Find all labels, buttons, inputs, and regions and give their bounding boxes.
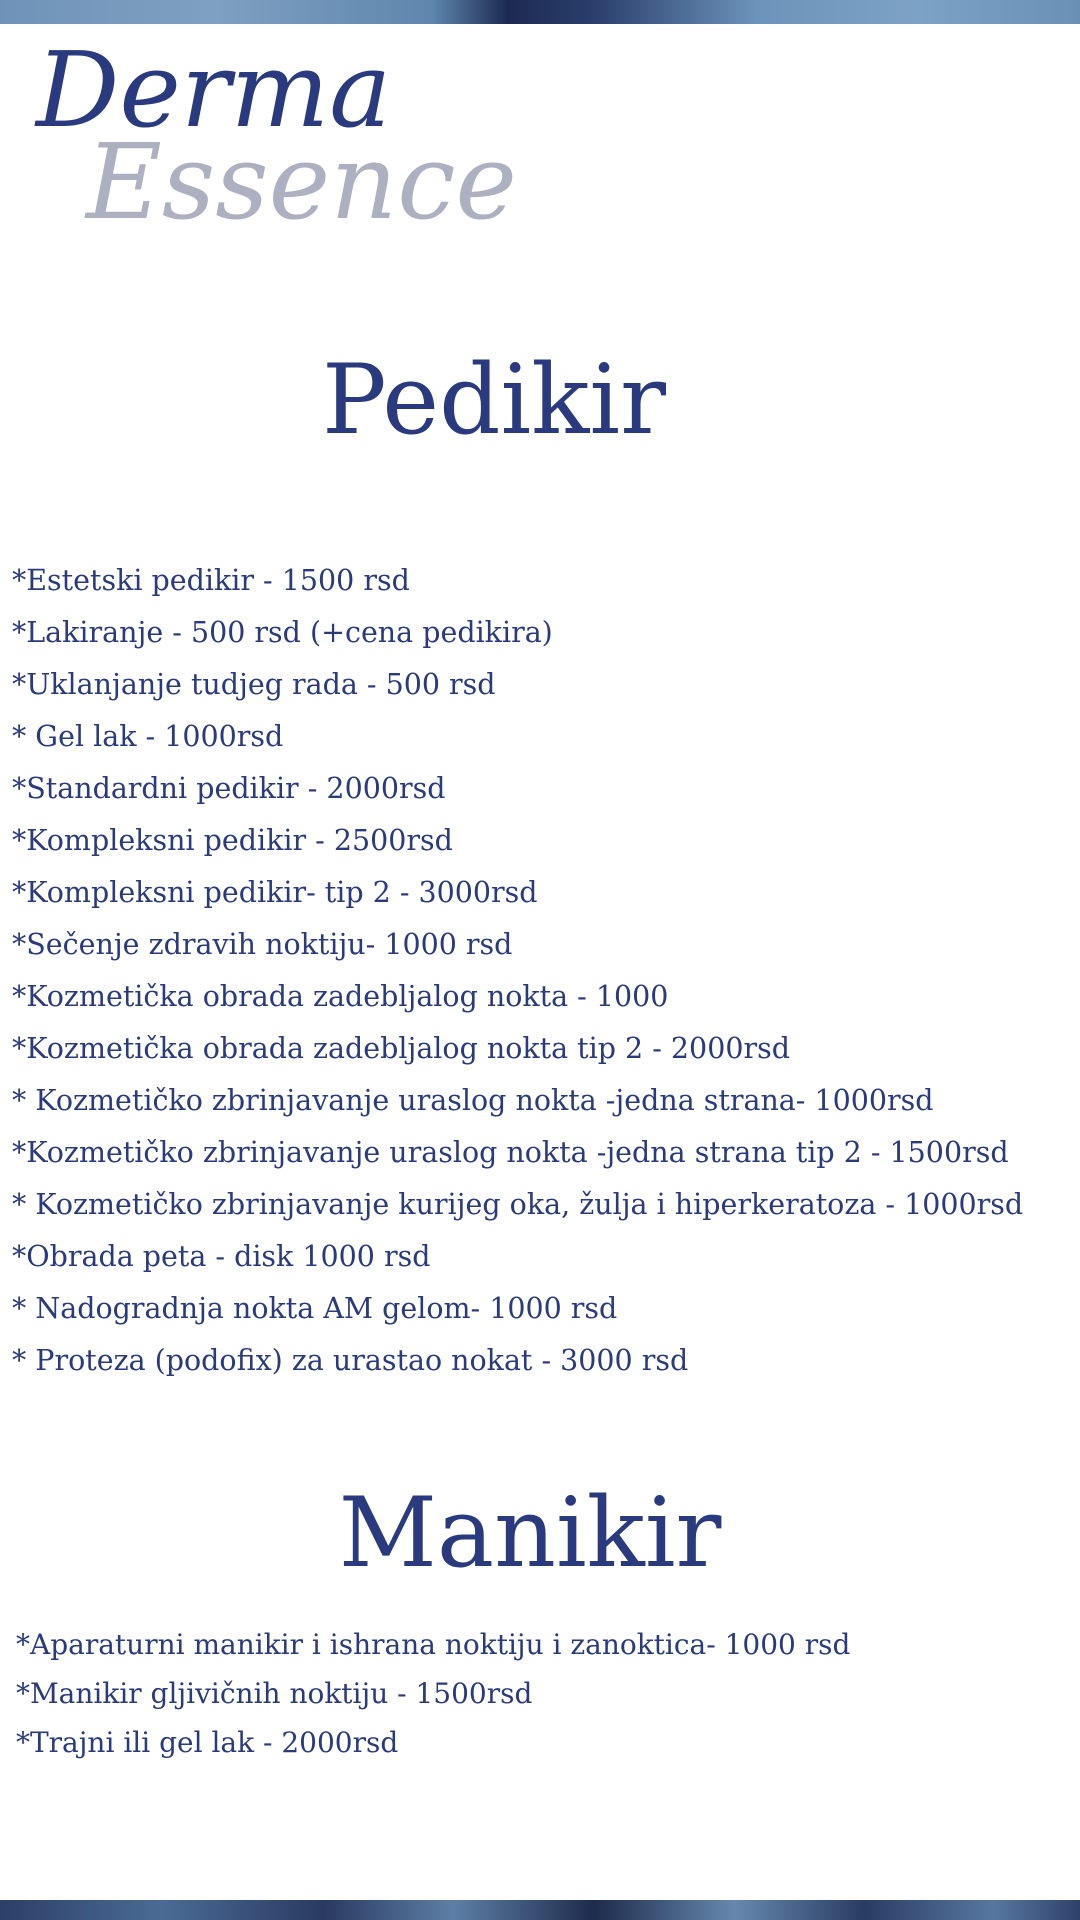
manikir-price-list — [16, 1620, 850, 1767]
list-item: *Kozmetička obrada zadebljalog nokta tip 2 - 2000rsd — [12, 1032, 790, 1065]
list-item: * Kozmetičko zbrinjavanje kurijeg oka, žulja i hiperkeratoza - 1000rsd — [12, 1188, 1024, 1221]
manikir-title: Manikir — [338, 1477, 722, 1589]
list-item: *Kozmetičko zbrinjavanje uraslog nokta -jedna strana tip 2 - 1500rsd — [12, 1136, 1009, 1169]
list-item: *Standardni pedikir - 2000rsd — [12, 772, 446, 805]
pedikir-price-list — [12, 555, 1023, 1387]
list-item: * Kozmetičko zbrinjavanje uraslog nokta -jedna strana- 1000rsd — [12, 1084, 934, 1117]
list-item: *Kompleksni pedikir- tip 2 - 3000rsd — [12, 876, 538, 909]
list-item: * Gel lak - 1000rsd — [12, 720, 284, 753]
logo-derma: Derma — [36, 29, 392, 151]
list-item: *Uklanjanje tudjeg rada - 500 rsd — [12, 668, 496, 701]
list-item: *Aparaturni manikir i ishrana noktiju i zanoktica- 1000 rsd — [16, 1628, 851, 1661]
list-item: *Lakiranje - 500 rsd (+cena pedikira) — [12, 616, 553, 649]
list-item: *Obrada peta - disk 1000 rsd — [12, 1240, 431, 1273]
list-item: *Trajni ili gel lak - 2000rsd — [16, 1726, 399, 1759]
list-item: *Kozmetička obrada zadebljalog nokta - 1000 — [12, 980, 669, 1013]
list-item: *Sečenje zdravih noktiju- 1000 rsd — [12, 928, 513, 961]
list-item: * Nadogradnja nokta AM gelom- 1000 rsd — [12, 1292, 618, 1325]
bottom-decorative-band — [0, 1900, 1080, 1920]
top-decorative-band — [0, 0, 1080, 24]
list-item: *Manikir gljivičnih noktiju - 1500rsd — [16, 1677, 533, 1710]
pedikir-title: Pedikir — [321, 344, 666, 456]
list-item: *Estetski pedikir - 1500 rsd — [12, 564, 410, 597]
list-item: * Proteza (podofix) za urastao nokat - 3000 rsd — [12, 1344, 689, 1377]
logo-essence: Essence — [86, 121, 517, 243]
list-item: *Kompleksni pedikir - 2500rsd — [12, 824, 453, 857]
